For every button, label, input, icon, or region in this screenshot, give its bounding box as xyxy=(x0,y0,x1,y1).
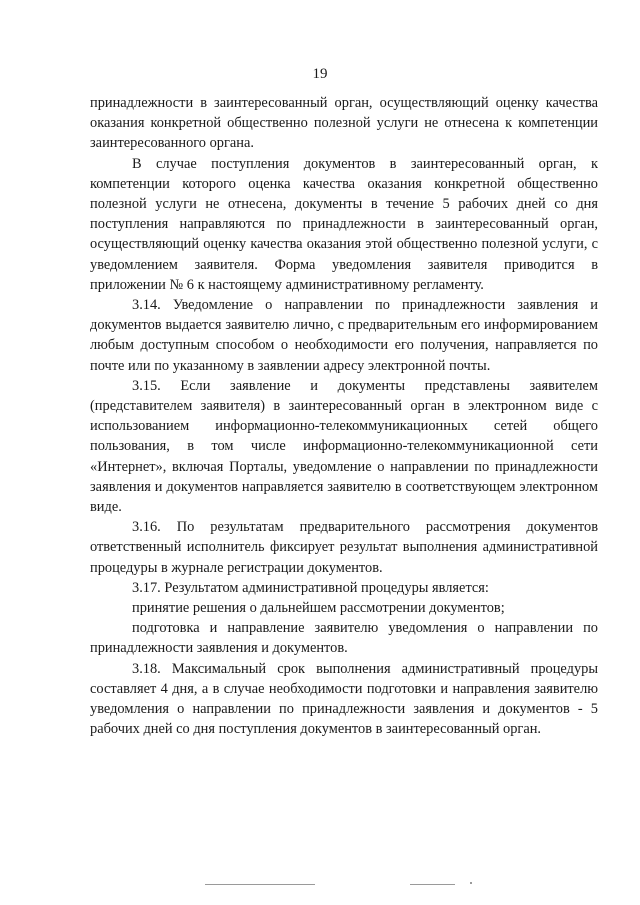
footer-rule-right xyxy=(410,884,455,885)
paragraph-3-15: 3.15. Если заявление и документы представлены заявителем (представителем заявителя) в заинтересованный орган в электронном виде с использованием информационно-телекоммуникационных сетей общего пользования, в том числе информационно-телекоммуникационной сети «Интернет», включая Порталы, уведомление о направлении по принадлежности заявления и документов направляется заявителю в соответствующем электронном виде. xyxy=(90,377,598,516)
document-body xyxy=(90,93,598,740)
paragraph-3-17-item-1: принятие решения о дальнейшем рассмотрении документов; xyxy=(132,600,505,617)
paragraph-3-18: 3.18. Максимальный срок выполнения административный процедуры составляет 4 дня, а в случае необходимости подготовки и направления заявителю уведомления о направлении по принадлежности заявления и документов - 5 рабочих дней со дня поступления документов в заинтересованный орган. xyxy=(90,660,598,738)
paragraph-receipt-of-documents: В случае поступления документов в заинтересованный орган, к компетенции которого оценка качества оказания конкретной общественно полезной услуги не отнесена, документы в течение 5 рабочих дней со дня поступления направляются по принадлежности в заинтересованный орган, осуществляющий оценку качества оказания этой общественно полезной услуги, с уведомлением заявителя. Форма уведомления заявителя приводится в приложении № 6 к настоящему административному регламенту. xyxy=(90,155,598,293)
paragraph-3-17-item-2: подготовка и направление заявителю уведомления о направлении по принадлежности заявления и документов. xyxy=(90,620,598,657)
paragraph-3-16: 3.16. По результатам предварительного рассмотрения документов ответственный исполнитель фиксирует результат выполнения административной процедуры в журнале регистрации документов. xyxy=(90,519,598,576)
page-number: 19 xyxy=(312,66,328,82)
footer-mark xyxy=(470,882,472,884)
footer-rule-left xyxy=(205,884,315,885)
paragraph-3-17: 3.17. Результатом административной процедуры является: xyxy=(132,579,489,596)
paragraph-continuation: принадлежности в заинтересованный орган, осуществляющий оценку качества оказания конкретной общественно полезной услуги не отнесена к компетенции заинтересованного органа. xyxy=(90,95,598,152)
paragraph-3-14: 3.14. Уведомление о направлении по принадлежности заявления и документов выдается заявителю лично, с предварительным его информированием любым доступным способом о необходимости его получения, направляется по почте или по указанному в заявлении адресу электронной почты. xyxy=(90,297,598,374)
